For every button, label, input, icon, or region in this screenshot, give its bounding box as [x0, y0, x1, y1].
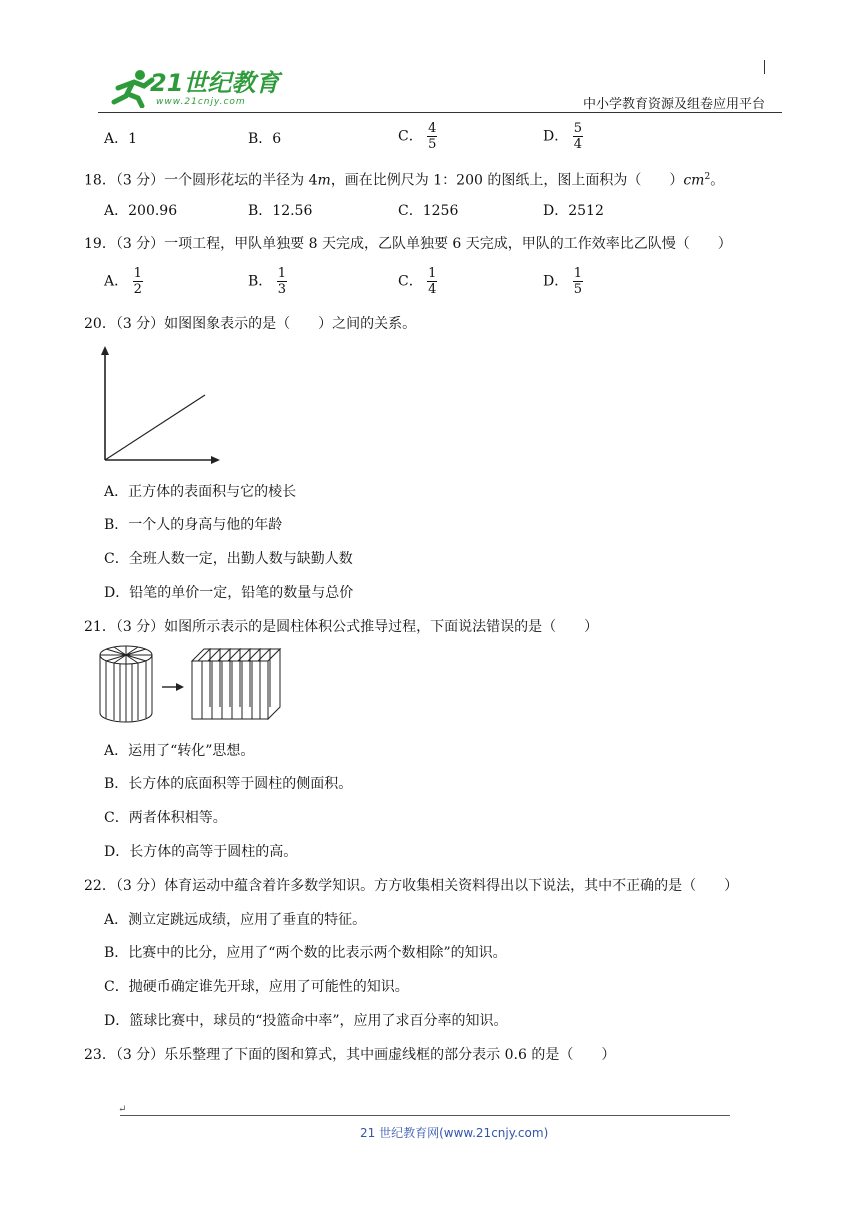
q21-option-a: A．运用了“转化”思想。: [104, 743, 255, 759]
header-mark: [764, 60, 765, 74]
q19-option-a: A． $\frac{1}{2}$: [104, 266, 142, 297]
q18-stem: 18．（3 分）一个圆形花坛的半径为 4m，画在比例尺为 1：200 的图纸上，图上面积为（ ）$cm^2$。: [84, 172, 725, 189]
y-axis-arrow-icon: [101, 346, 109, 355]
fraction: $\frac{1}{2}$: [133, 266, 142, 297]
q19-option-d: D． $\frac{1}{5}$: [543, 266, 582, 297]
fraction: $\frac{1}{3}$: [277, 266, 287, 297]
q19-option-c: C． $\frac{1}{4}$: [398, 266, 437, 297]
fraction: $\frac{4}{5}$: [428, 121, 437, 152]
q17-option-b: B．6: [248, 131, 282, 147]
q21-option-d: D．长方体的高等于圆柱的高。: [104, 844, 298, 860]
proportional-line: [105, 395, 205, 460]
q21-option-b: B．长方体的底面积等于圆柱的侧面积。: [104, 776, 353, 792]
q20-option-d: D．铅笔的单价一定，铅笔的数量与总价: [104, 585, 354, 601]
fraction: $\frac{1}{5}$: [573, 266, 582, 297]
q22-option-d: D．篮球比赛中，球员的“投篮命中率”，应用了求百分率的知识。: [104, 1013, 508, 1029]
cylinder-shape: [100, 646, 152, 722]
q22-stem: 22．（3 分）体育运动中蕴含着许多数学知识。方方收集相关资料得出以下说法，其中不正确的是（ ）: [84, 878, 739, 894]
logo-title: 21世纪教育: [150, 69, 280, 97]
q17-option-d: D． $\frac{5}{4}$: [543, 121, 582, 152]
footer-return-mark-icon: ↵: [118, 1104, 127, 1115]
q19-stem: 19．（3 分）一项工程，甲队单独要 8 天完成，乙队单独要 6 天完成，甲队的工作效率比乙队慢（ ）: [84, 236, 732, 252]
x-axis-arrow-icon: [211, 456, 220, 464]
platform-name: 中小学教育资源及组卷应用平台: [583, 97, 766, 112]
q18-option-b: B．12.56: [248, 203, 313, 219]
logo-runner-icon: [104, 68, 156, 108]
q17-option-c: C． $\frac{4}{5}$: [398, 121, 437, 152]
q18-option-d: D．2512: [543, 203, 604, 219]
q20-option-a: A．正方体的表面积与它的棱长: [104, 484, 297, 500]
q22-option-b: B．比赛中的比分，应用了“两个数的比表示两个数相除”的知识。: [104, 945, 507, 961]
q21-stem: 21．（3 分）如图所示表示的是圆柱体积公式推导过程，下面说法错误的是（ ）: [84, 619, 599, 635]
q20-option-b: B．一个人的身高与他的年龄: [104, 517, 283, 533]
footer-text: 21 世纪教育网(www.21cnjy.com): [360, 1126, 549, 1140]
q18-option-c: C．1256: [398, 203, 459, 219]
page-header: [0, 0, 860, 120]
q18-option-a: A．200.96: [104, 203, 178, 219]
q21-cylinder-diagram: [98, 643, 284, 725]
q19-option-b: B． $\frac{1}{3}$: [248, 266, 287, 297]
q22-option-c: C．抛硬币确定谁先开球，应用了可能性的知识。: [104, 979, 409, 995]
cuboid-shape: [192, 649, 280, 719]
footer-rule: [120, 1115, 730, 1116]
q23-stem: 23．（3 分）乐乐整理了下面的图和算式，其中画虚线框的部分表示 0.6 的是（ ）: [84, 1047, 616, 1063]
q21-option-c: C．两者体积相等。: [104, 810, 227, 826]
fraction: $\frac{5}{4}$: [573, 121, 582, 152]
q22-option-a: A．测立定跳远成绩，应用了垂直的特征。: [104, 912, 367, 928]
q20-line-graph: [95, 344, 225, 466]
q20-stem: 20．（3 分）如图图象表示的是（ ）之间的关系。: [84, 316, 417, 332]
q17-option-a: A．1: [104, 131, 138, 147]
fraction: $\frac{1}{4}$: [428, 266, 437, 297]
logo-url: www.21cnjy.com: [156, 97, 246, 107]
q20-option-c: C．全班人数一定，出勤人数与缺勤人数: [104, 551, 353, 567]
arrow-right-icon: [176, 683, 184, 691]
header-rule: [98, 112, 782, 113]
